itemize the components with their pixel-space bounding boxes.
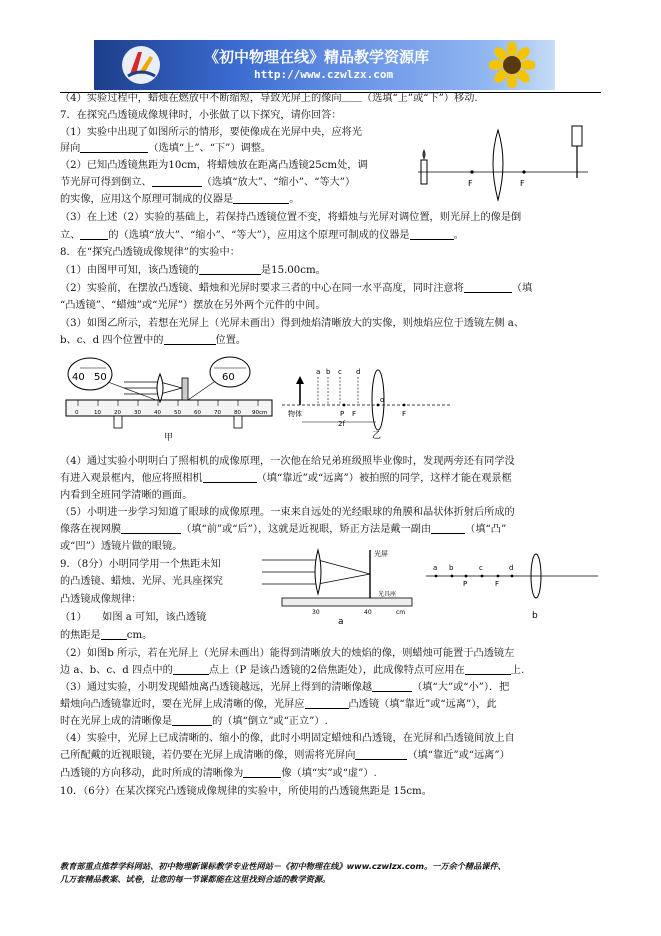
answer-blank[interactable] (465, 664, 511, 675)
q10-intro: 10．（6分）在某次探究凸透镜成像规律的实验中，所使用的凸透镜焦距是 15cm。 (60, 786, 432, 797)
q7-intro: 7．在探究凸透镜成像规律时，小张做了以下探究，请你回答： (60, 110, 342, 121)
scale-label: 40 (72, 372, 85, 383)
scale-label: 60 (222, 372, 235, 383)
q7-figure (418, 122, 594, 202)
bench-label: 光具座 (378, 591, 397, 598)
answer-blank[interactable] (355, 749, 407, 760)
focus-point (470, 170, 473, 173)
tick-label: 90cm (252, 410, 268, 416)
answer-blank[interactable] (80, 229, 108, 240)
screen-label: 光屏 (374, 550, 388, 558)
tick-label: 50 (174, 410, 181, 416)
figure-caption: a (338, 617, 344, 626)
lens-icon (157, 374, 163, 402)
q9-part2: （2）如图b 所示，若在光屏上（光屏未画出）能得到清晰放大的烛焰的像，则蜡烛可能置于凸透镜左 (60, 648, 515, 659)
tick-label: 30 (312, 609, 320, 616)
q8-part2: （2）实验前，在摆放凸透镜、蜡烛和光屏时要求三者的中心在同一水平高度，同时注意将 （填 (60, 283, 533, 294)
scale-label: 50 (94, 372, 107, 383)
q7-part1-cont: 屏向 （选填“上”、“下”）调整。 (60, 143, 272, 154)
point-label: d (356, 368, 361, 376)
q8-part5-end: 或“凹”）透镜片做的眼镜。 (60, 541, 183, 552)
tick-label: 40 (364, 609, 372, 616)
bench-leg (234, 416, 242, 428)
point-label: F (495, 580, 500, 588)
answer-blank[interactable] (152, 176, 202, 187)
figure-jia (64, 352, 278, 452)
q9-part3-cont: 蜡烛向凸透镜靠近时，要在光屏上成清晰的像，光屏应 凸透镜（填“靠近”或“远离”），此 (60, 699, 497, 710)
answer-blank[interactable] (80, 142, 148, 153)
focus-point (522, 170, 525, 173)
convex-lens-icon (493, 130, 503, 200)
focus-label: F (402, 410, 407, 418)
focus-point (403, 404, 406, 407)
answer-blank[interactable] (164, 334, 216, 345)
pointer-line (108, 382, 156, 400)
q8-part5-cont: 像落在视网膜 （填“前”或“后”），这就是近视眼，矫正方法是戴一副由 （填“凸” (60, 524, 507, 535)
banner-url: http://www.czwlzx.com (254, 68, 394, 81)
figure-b (426, 552, 602, 622)
focus-label: F (520, 179, 525, 188)
q9-intro: 9．（8分）小明同学用一个焦距未知 (60, 559, 221, 570)
q9-intro-3: 凸透镜成像规律： (60, 594, 142, 605)
q7-part2-cont: 节光屏可得到倒立、 （选填“放大”、“缩小”、“等大”） (60, 177, 356, 188)
q8-part4-cont: 有进入观景框内，他应将照相机 （填“靠近”或“远离”）被拍照的同学，这样才能在观景框 (60, 473, 512, 484)
answer-blank[interactable] (305, 698, 349, 709)
point-label: b (326, 368, 331, 376)
q7-part1: （1）实验中出现了如图所示的情形，要使像成在光屏中央，应将光 (60, 127, 362, 138)
screen-icon (182, 378, 188, 400)
answer-blank[interactable] (121, 523, 181, 534)
point-label: d (509, 564, 514, 572)
screen-icon (572, 126, 582, 146)
tick-label: 30 (134, 410, 141, 416)
answer-blank[interactable] (464, 282, 512, 293)
position-marks (318, 377, 358, 404)
point-label: P (463, 580, 468, 588)
flame-icon (423, 149, 426, 160)
q9-part1: （1） 如图 a 可知，该凸透镜 (60, 612, 207, 623)
figure-yi (282, 360, 452, 442)
p-label: P (340, 410, 345, 418)
q9-part4: （4）实验中，光屏上已成清晰的、缩小的像，此时小明固定蜡烛和凸透镜，在光屏和凸透镜间放上自 (60, 733, 515, 744)
pointer-line (188, 382, 214, 400)
q8-part2-cont: “凸透镜”、“蜡烛”或“光屏”）摆放在另外两个元件的中间。 (60, 300, 326, 311)
tick-label: 10 (94, 410, 101, 416)
sunflower-image (489, 42, 535, 88)
center-label: o (380, 396, 385, 404)
tick-label: 60 (194, 410, 201, 416)
q7-part3: （3）在上述（2）实验的基础上，若保持凸透镜位置不变，将蜡烛与光屏对调位置，则光屏上的像是倒 (60, 212, 522, 223)
footer-line: 几万套精品教案、试卷，让您的每一节课都能在这里找到合适的教学资源。 (60, 874, 331, 884)
q9-intro-2: 的凸透镜、蜡烛、光屏、光具座探究 (60, 576, 223, 587)
tick-label: 20 (114, 410, 121, 416)
q7-part2-end: 的实像，应用这个原理可制成的仪器是 。 (60, 194, 300, 205)
figure-caption: b (532, 611, 538, 621)
q8-part4-end: 内看到全班同学清晰的画面。 (60, 490, 193, 501)
q8-part3-cont: b、c、d 四个位置中的 位置。 (60, 335, 247, 346)
answer-blank[interactable] (372, 681, 412, 692)
answer-blank[interactable] (410, 229, 454, 240)
figure-caption: 甲 (164, 433, 174, 443)
header-banner (94, 40, 555, 90)
banner-title: 《初中物理在线》精品教学资源库 (204, 48, 430, 66)
point-label: c (338, 368, 342, 376)
q8-part4: （4）通过实验小明明白了照相机的成像原理，一次他在给兄弟班级照毕业像时，发现两旁还有同学没 (60, 456, 515, 467)
figure-caption: 乙 (372, 431, 382, 441)
focus-label: F (468, 179, 473, 188)
optical-bench (282, 598, 412, 606)
position-labels (316, 368, 360, 376)
point-label: a (316, 368, 321, 376)
q8-part5: （5）小明进一步学习知道了眼球的成像原理。一束来自远处的光经眼球的角膜和晶状体折射后所成的 (60, 507, 515, 518)
answer-blank[interactable] (203, 472, 257, 483)
optical-center (377, 404, 380, 407)
arrow-head (296, 376, 304, 384)
q8-intro: 8．在“探究凸透镜成像规律”的实验中： (60, 247, 240, 258)
logo-icon (120, 44, 162, 86)
point-label: c (479, 564, 483, 572)
q6-part4: （4）实验过程中，蜡烛在燃放中不断缩短，导致光屏上的像向＿＿（选填“上”或“下”）移动. (60, 93, 478, 104)
footer-line: 教育部重点推荐学科网站、初中物理新课标教学专业性网站－《初中物理在线》www.czwlzx.com。一万余个精品课件、 (60, 861, 506, 871)
answer-blank[interactable] (172, 715, 212, 726)
q8-part1: （1）由图甲可知，该凸透镜的 是15.00cm。 (60, 265, 326, 276)
object-label: 物体 (288, 410, 302, 418)
focus-label: F (352, 410, 357, 418)
tick-label: 40 (154, 410, 161, 416)
tick-label: 80 (234, 410, 241, 416)
answer-blank[interactable] (233, 193, 289, 204)
distance-label: 2f (338, 420, 345, 428)
q9-part4-end: 凸透镜的方向移动，此时所成的清晰像为 像（填“实”或“虚”）. (60, 768, 377, 779)
q9-part3: （3）通过实验，小明发现蜡烛离凸透镜越远，光屏上得到的清晰像越 （填“大”或“小”）．把 (60, 682, 510, 693)
tick-label: 0 (75, 410, 79, 416)
answer-blank[interactable] (243, 767, 281, 778)
tick-label: 70 (214, 410, 221, 416)
q8-part3: （3）如图乙所示，若想在光屏上（光屏未画出）得到烛焰清晰放大的实像，则烛焰应位于透镜左侧 a、 (60, 318, 525, 329)
lens-icon (315, 550, 321, 594)
answer-blank[interactable] (173, 664, 209, 675)
q9-part4-cont: 己所配戴的近视眼镜，若仍要在光屏上成清晰的像，则需将光屏向 （填“靠近”或“远离”） (60, 750, 510, 761)
answer-blank[interactable] (431, 523, 465, 534)
p-point (343, 404, 346, 407)
figure-a (262, 544, 422, 626)
page-footer (60, 860, 620, 886)
q7-part3-cont: 立、 的（选填“放大”、“缩小”、“等大”），应用这个原理可制成的仪器是 。 (60, 230, 464, 241)
q9-part3-end: 时在光屏上成的清晰像是 的（填“倒立”或“正立”）. (60, 716, 328, 727)
answer-blank[interactable] (101, 629, 127, 640)
unit-label: cm (396, 609, 406, 616)
light-rays (124, 382, 182, 394)
bench-leg (114, 416, 122, 428)
q7-part2: （2）已知凸透镜焦距为10cm，将蜡烛放在距离凸透镜25cm处，调 (60, 160, 368, 171)
answer-blank[interactable] (199, 264, 261, 275)
q9-part2-cont: 边 a、b、c、d 四点中的 点上（P 是该凸透镜的2倍焦距处），此成像特点可应用在 上. (60, 665, 525, 676)
q9-part1-cont: 的焦距是 cm。 (60, 630, 153, 641)
point-label: a (433, 564, 438, 572)
point-label: b (449, 564, 454, 572)
